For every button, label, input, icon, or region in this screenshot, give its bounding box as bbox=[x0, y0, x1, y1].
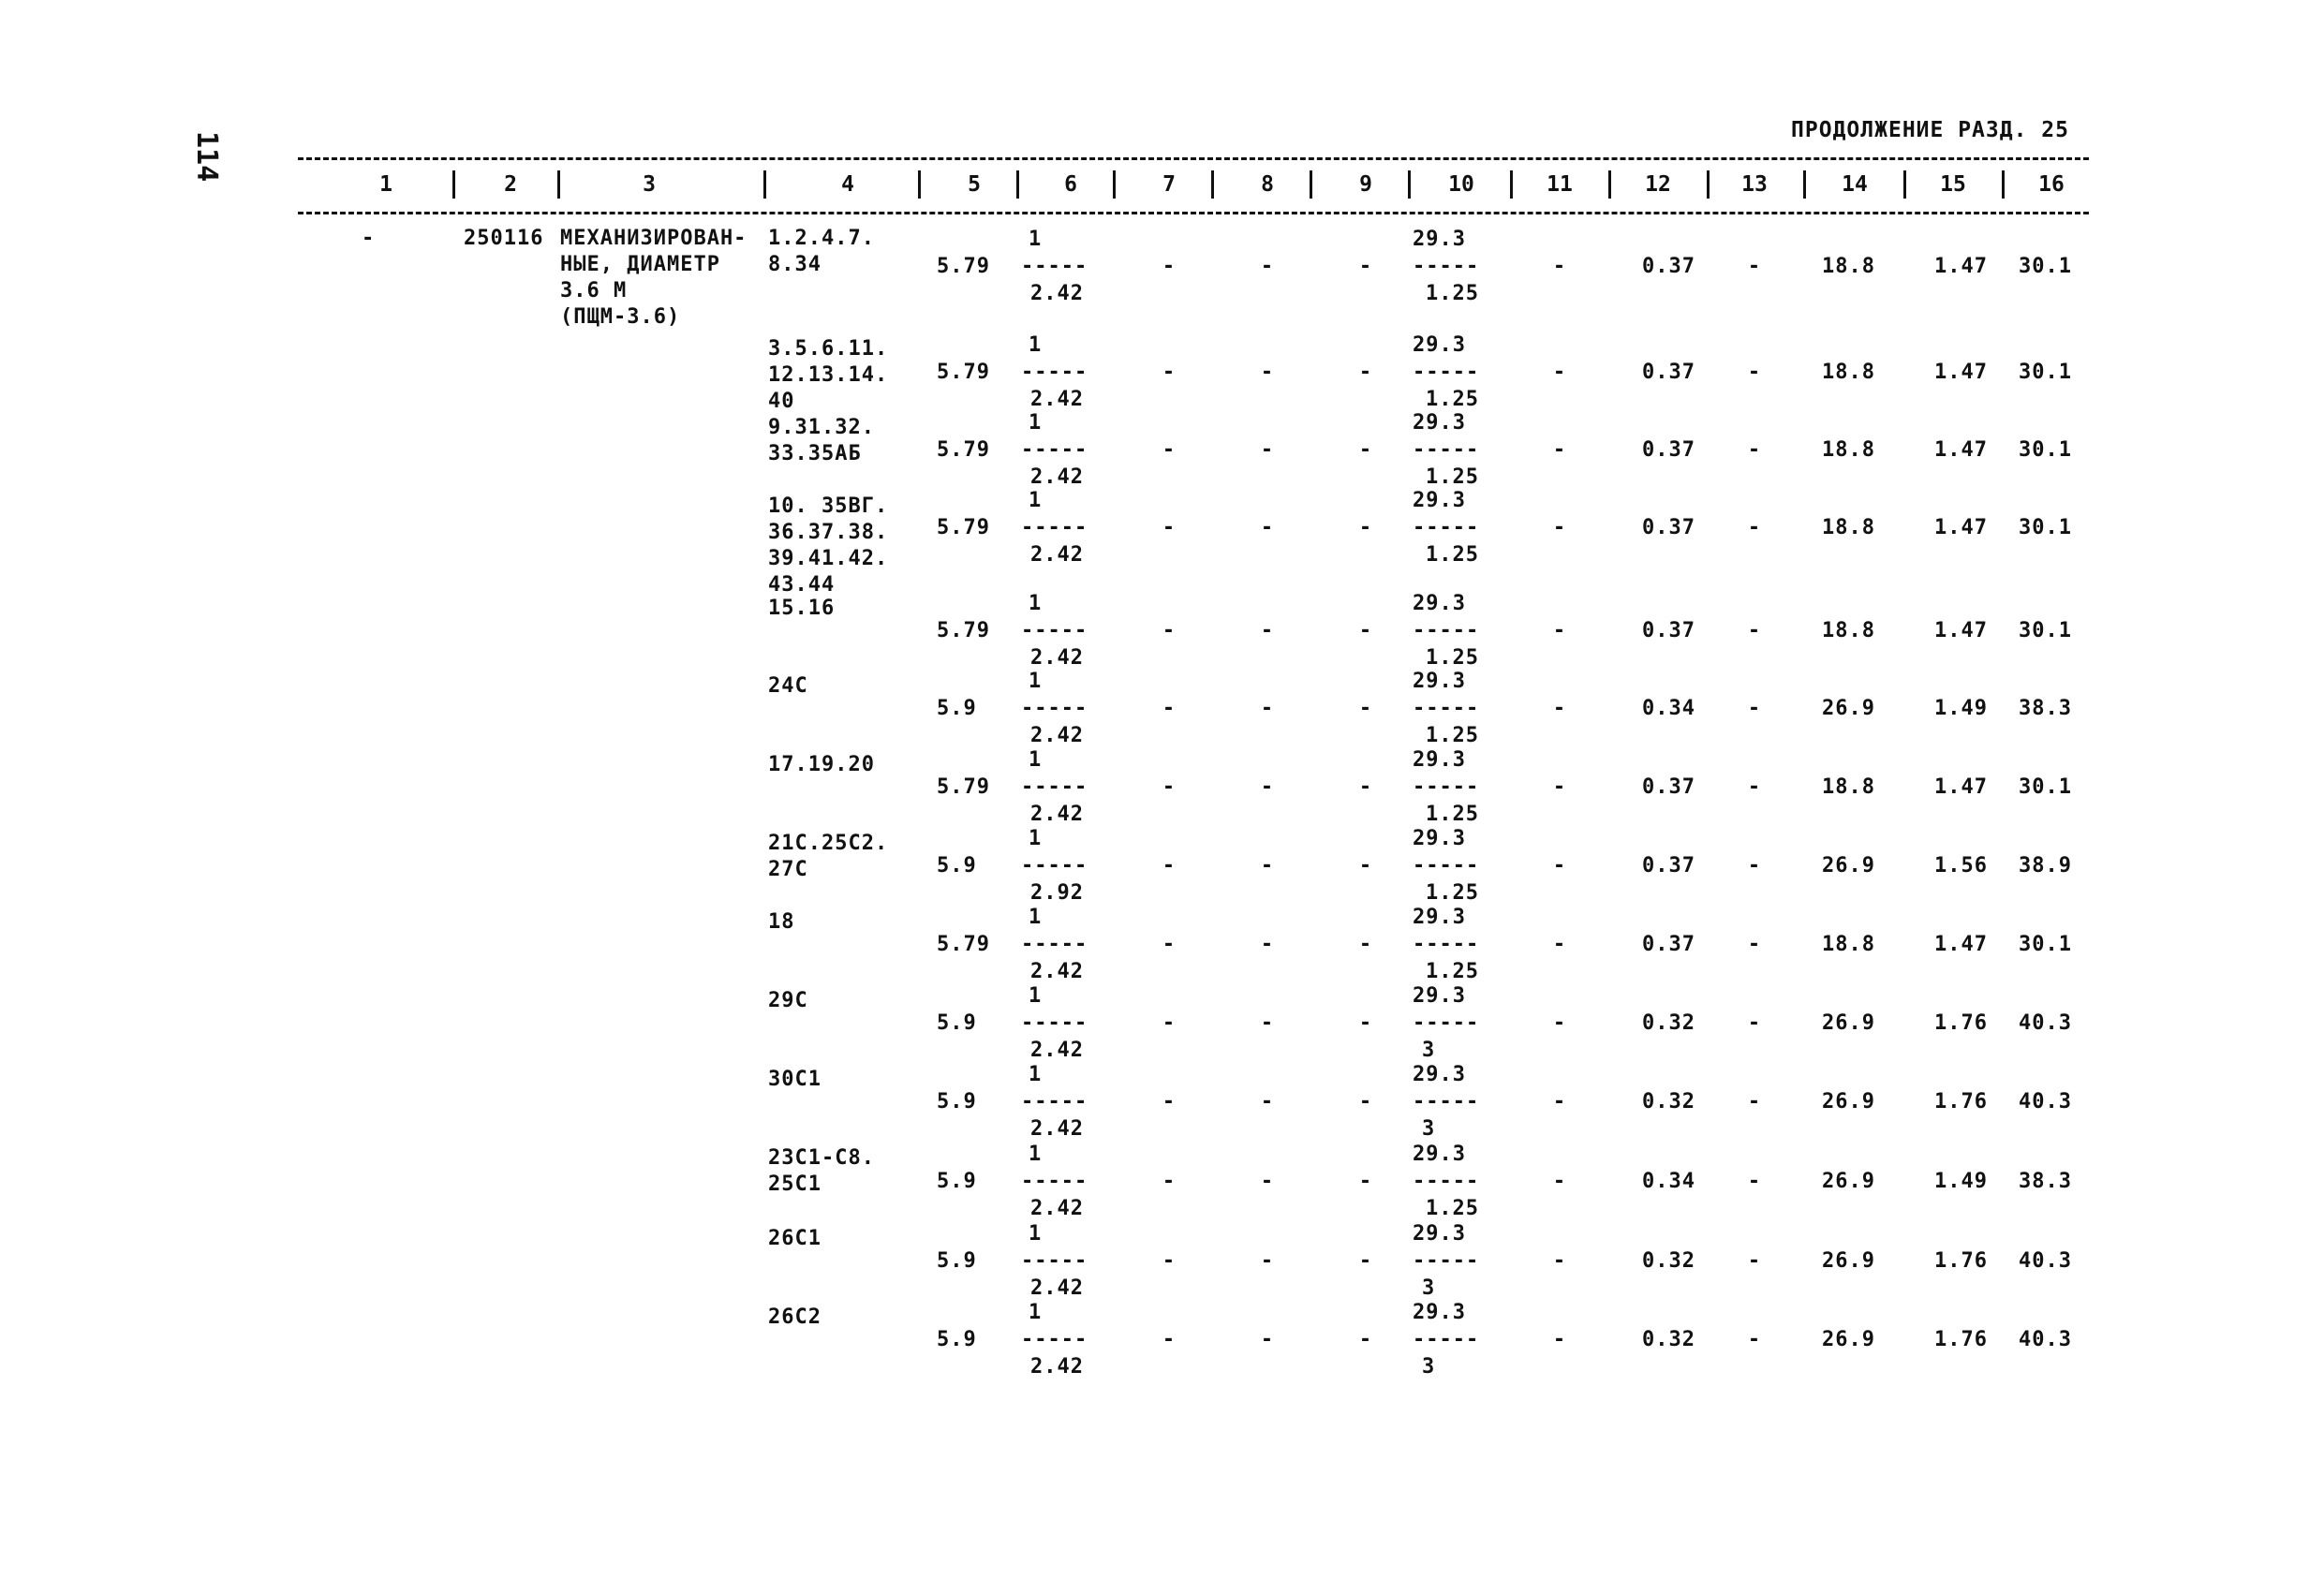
row-11-col9: - bbox=[1358, 1090, 1373, 1114]
header-top-rule bbox=[298, 157, 2089, 160]
column-header-6: 6 bbox=[1064, 172, 1077, 197]
row-10-col7: - bbox=[1162, 1011, 1177, 1035]
row-1-col6-denominator: 2.42 bbox=[1030, 282, 1084, 305]
row-13-col14: 26.9 bbox=[1822, 1249, 1875, 1273]
row-8-col9: - bbox=[1358, 854, 1373, 878]
row-3-col6-fraction-bar: ----- bbox=[1021, 438, 1088, 462]
row-4-col10-fraction-bar: ----- bbox=[1413, 516, 1480, 539]
row-3-col6-numerator: 1 bbox=[1029, 411, 1043, 435]
column-separator bbox=[1016, 170, 1019, 199]
row-8-col7: - bbox=[1162, 854, 1177, 878]
row-12-col6-denominator: 2.42 bbox=[1030, 1197, 1084, 1220]
row-14-col10-fraction-bar: ----- bbox=[1413, 1328, 1480, 1351]
row-11-col15: 1.76 bbox=[1934, 1090, 1988, 1114]
row-7-col10-numerator: 29.3 bbox=[1413, 748, 1466, 772]
row-10-col12: 0.32 bbox=[1642, 1011, 1695, 1035]
row-4-col10-denominator: 1.25 bbox=[1426, 543, 1479, 567]
row-12-col4-line: 25С1 bbox=[768, 1173, 822, 1196]
row-5-col12: 0.37 bbox=[1642, 619, 1695, 642]
row-13-col4-line: 26С1 bbox=[768, 1227, 822, 1250]
row-9-col6-denominator: 2.42 bbox=[1030, 960, 1084, 983]
row-1-col6-numerator: 1 bbox=[1029, 228, 1043, 251]
row-12-col14: 26.9 bbox=[1822, 1170, 1875, 1193]
row-3-col5: 5.79 bbox=[937, 438, 990, 462]
row-12-col16: 38.3 bbox=[2019, 1170, 2072, 1193]
row-9-col13: - bbox=[1747, 933, 1762, 956]
row-3-col11: - bbox=[1552, 438, 1567, 462]
row-1-col9: - bbox=[1358, 255, 1373, 278]
row-10-col6-numerator: 1 bbox=[1029, 984, 1043, 1008]
row-1-col15: 1.47 bbox=[1934, 255, 1988, 278]
row-3-col10-fraction-bar: ----- bbox=[1413, 438, 1480, 462]
row-6-col10-numerator: 29.3 bbox=[1413, 670, 1466, 693]
row-8-col10-fraction-bar: ----- bbox=[1413, 854, 1480, 878]
row-4-col14: 18.8 bbox=[1822, 516, 1875, 539]
row-5-col10-denominator: 1.25 bbox=[1426, 646, 1479, 670]
row-9-col5: 5.79 bbox=[937, 933, 990, 956]
row-14-col5: 5.9 bbox=[937, 1328, 977, 1351]
row-11-col14: 26.9 bbox=[1822, 1090, 1875, 1114]
row-13-col16: 40.3 bbox=[2019, 1249, 2072, 1273]
row-2-col5: 5.79 bbox=[937, 361, 990, 384]
row-10-col13: - bbox=[1747, 1011, 1762, 1035]
row-3-col10-numerator: 29.3 bbox=[1413, 411, 1466, 435]
row-11-col5: 5.9 bbox=[937, 1090, 977, 1114]
row-4-col4-line: 36.37.38. bbox=[768, 521, 889, 544]
column-header-3: 3 bbox=[643, 172, 656, 197]
row-1-col4-line: 1.2.4.7. bbox=[768, 227, 875, 250]
item-description-line: 3.6 М bbox=[560, 279, 628, 302]
row-7-col16: 30.1 bbox=[2019, 775, 2072, 799]
row-11-col10-numerator: 29.3 bbox=[1413, 1063, 1466, 1086]
row-6-col9: - bbox=[1358, 697, 1373, 720]
row-4-col6-denominator: 2.42 bbox=[1030, 543, 1084, 567]
row-5-col10-fraction-bar: ----- bbox=[1413, 619, 1480, 642]
row-5-col14: 18.8 bbox=[1822, 619, 1875, 642]
row-12-col10-denominator: 1.25 bbox=[1426, 1197, 1479, 1220]
row-7-col14: 18.8 bbox=[1822, 775, 1875, 799]
row-14-col6-numerator: 1 bbox=[1029, 1301, 1043, 1324]
row-7-col5: 5.79 bbox=[937, 775, 990, 799]
row-10-col14: 26.9 bbox=[1822, 1011, 1875, 1035]
row-13-col10-denominator: 3 bbox=[1422, 1276, 1436, 1300]
row-9-col12: 0.37 bbox=[1642, 933, 1695, 956]
row-4-col11: - bbox=[1552, 516, 1567, 539]
row-9-col14: 18.8 bbox=[1822, 933, 1875, 956]
row-13-col8: - bbox=[1260, 1249, 1275, 1273]
row-3-col4-line: 33.35АБ bbox=[768, 442, 862, 465]
row-11-col6-denominator: 2.42 bbox=[1030, 1117, 1084, 1141]
row-7-col6-numerator: 1 bbox=[1029, 748, 1043, 772]
row-4-col9: - bbox=[1358, 516, 1373, 539]
continuation-heading: ПРОДОЛЖЕНИЕ РАЗД. 25 bbox=[1791, 118, 2069, 142]
row-4-col6-numerator: 1 bbox=[1029, 489, 1043, 512]
row-14-col11: - bbox=[1552, 1328, 1567, 1351]
row-2-col8: - bbox=[1260, 361, 1275, 384]
row-11-col7: - bbox=[1162, 1090, 1177, 1114]
column-header-10: 10 bbox=[1448, 172, 1474, 197]
row-4-col16: 30.1 bbox=[2019, 516, 2072, 539]
row-2-col13: - bbox=[1747, 361, 1762, 384]
row-2-col10-denominator: 1.25 bbox=[1426, 388, 1479, 411]
row-6-col13: - bbox=[1747, 697, 1762, 720]
column-separator bbox=[1211, 170, 1214, 199]
row-11-col8: - bbox=[1260, 1090, 1275, 1114]
row-11-col16: 40.3 bbox=[2019, 1090, 2072, 1114]
column-header-9: 9 bbox=[1359, 172, 1372, 197]
row-3-col9: - bbox=[1358, 438, 1373, 462]
row-9-col10-numerator: 29.3 bbox=[1413, 906, 1466, 929]
row-9-col8: - bbox=[1260, 933, 1275, 956]
row-7-col6-fraction-bar: ----- bbox=[1021, 775, 1088, 799]
row-13-col6-fraction-bar: ----- bbox=[1021, 1249, 1088, 1273]
row-4-col4-line: 39.41.42. bbox=[768, 547, 889, 570]
row-10-col8: - bbox=[1260, 1011, 1275, 1035]
row-13-col13: - bbox=[1747, 1249, 1762, 1273]
row-5-col5: 5.79 bbox=[937, 619, 990, 642]
row-10-col9: - bbox=[1358, 1011, 1373, 1035]
row-2-col4-line: 40 bbox=[768, 390, 795, 413]
row-4-col7: - bbox=[1162, 516, 1177, 539]
row-12-col10-fraction-bar: ----- bbox=[1413, 1170, 1480, 1193]
row-6-col16: 38.3 bbox=[2019, 697, 2072, 720]
row-1-col10-denominator: 1.25 bbox=[1426, 282, 1479, 305]
row-12-col10-numerator: 29.3 bbox=[1413, 1143, 1466, 1166]
row-7-col6-denominator: 2.42 bbox=[1030, 803, 1084, 826]
column-header-15: 15 bbox=[1940, 172, 1966, 197]
row-8-col10-numerator: 29.3 bbox=[1413, 827, 1466, 850]
row-1-col14: 18.8 bbox=[1822, 255, 1875, 278]
row-10-col10-numerator: 29.3 bbox=[1413, 984, 1466, 1008]
column-separator bbox=[1408, 170, 1411, 199]
row-5-col6-numerator: 1 bbox=[1029, 592, 1043, 615]
row-1-col10-fraction-bar: ----- bbox=[1413, 255, 1480, 278]
row-7-col15: 1.47 bbox=[1934, 775, 1988, 799]
row-14-col8: - bbox=[1260, 1328, 1275, 1351]
row-13-col12: 0.32 bbox=[1642, 1249, 1695, 1273]
row-8-col8: - bbox=[1260, 854, 1275, 878]
row-14-col15: 1.76 bbox=[1934, 1328, 1988, 1351]
row-9-col6-fraction-bar: ----- bbox=[1021, 933, 1088, 956]
column-separator bbox=[452, 170, 455, 199]
row-11-col10-denominator: 3 bbox=[1422, 1117, 1436, 1141]
row-8-col16: 38.9 bbox=[2019, 854, 2072, 878]
row-12-col7: - bbox=[1162, 1170, 1177, 1193]
row-3-col10-denominator: 1.25 bbox=[1426, 465, 1479, 489]
page-number: 114 bbox=[190, 131, 223, 183]
column-header-11: 11 bbox=[1547, 172, 1573, 197]
row-7-col11: - bbox=[1552, 775, 1567, 799]
row-7-col10-fraction-bar: ----- bbox=[1413, 775, 1480, 799]
row-4-col4-line: 10. 35ВГ. bbox=[768, 494, 889, 518]
column-separator bbox=[2002, 170, 2005, 199]
row-5-col9: - bbox=[1358, 619, 1373, 642]
row-9-col4-line: 18 bbox=[768, 910, 795, 934]
column-separator bbox=[557, 170, 560, 199]
row-9-col15: 1.47 bbox=[1934, 933, 1988, 956]
column-separator bbox=[1510, 170, 1513, 199]
row-9-col10-fraction-bar: ----- bbox=[1413, 933, 1480, 956]
row-6-col4-line: 24С bbox=[768, 674, 808, 698]
row-2-col14: 18.8 bbox=[1822, 361, 1875, 384]
row-5-col11: - bbox=[1552, 619, 1567, 642]
row-6-col5: 5.9 bbox=[937, 697, 977, 720]
row-8-col11: - bbox=[1552, 854, 1567, 878]
row-4-col5: 5.79 bbox=[937, 516, 990, 539]
row-14-col7: - bbox=[1162, 1328, 1177, 1351]
column-header-13: 13 bbox=[1741, 172, 1768, 197]
row-12-col13: - bbox=[1747, 1170, 1762, 1193]
row-11-col6-numerator: 1 bbox=[1029, 1063, 1043, 1086]
row-13-col15: 1.76 bbox=[1934, 1249, 1988, 1273]
row-10-col6-fraction-bar: ----- bbox=[1021, 1011, 1088, 1035]
row-8-col4-line: 27С bbox=[768, 858, 808, 881]
row-14-col6-denominator: 2.42 bbox=[1030, 1355, 1084, 1379]
row-7-col7: - bbox=[1162, 775, 1177, 799]
row-12-col6-numerator: 1 bbox=[1029, 1143, 1043, 1166]
row-3-col8: - bbox=[1260, 438, 1275, 462]
row-6-col6-denominator: 2.42 bbox=[1030, 724, 1084, 747]
row-1-col6-fraction-bar: ----- bbox=[1021, 255, 1088, 278]
row-1-col5: 5.79 bbox=[937, 255, 990, 278]
row-2-col10-numerator: 29.3 bbox=[1413, 333, 1466, 357]
row-8-col14: 26.9 bbox=[1822, 854, 1875, 878]
row-13-col5: 5.9 bbox=[937, 1249, 977, 1273]
row-11-col12: 0.32 bbox=[1642, 1090, 1695, 1114]
row-1-col13: - bbox=[1747, 255, 1762, 278]
row-14-col4-line: 26С2 bbox=[768, 1305, 822, 1329]
row-3-col12: 0.37 bbox=[1642, 438, 1695, 462]
column-separator bbox=[763, 170, 766, 199]
row-14-col10-denominator: 3 bbox=[1422, 1355, 1436, 1379]
row-2-col4-line: 12.13.14. bbox=[768, 363, 889, 387]
row-6-col15: 1.49 bbox=[1934, 697, 1988, 720]
row-1-col16: 30.1 bbox=[2019, 255, 2072, 278]
row-14-col16: 40.3 bbox=[2019, 1328, 2072, 1351]
row-7-col10-denominator: 1.25 bbox=[1426, 803, 1479, 826]
row-8-col6-numerator: 1 bbox=[1029, 827, 1043, 850]
row-1-col7: - bbox=[1162, 255, 1177, 278]
row-2-col6-numerator: 1 bbox=[1029, 333, 1043, 357]
row-3-col4-line: 9.31.32. bbox=[768, 416, 875, 439]
column-header-16: 16 bbox=[2038, 172, 2065, 197]
row-3-col14: 18.8 bbox=[1822, 438, 1875, 462]
row-9-col6-numerator: 1 bbox=[1029, 906, 1043, 929]
column-header-4: 4 bbox=[841, 172, 854, 197]
row-13-col6-denominator: 2.42 bbox=[1030, 1276, 1084, 1300]
row-2-col11: - bbox=[1552, 361, 1567, 384]
row-9-col11: - bbox=[1552, 933, 1567, 956]
row-13-col11: - bbox=[1552, 1249, 1567, 1273]
row-10-col10-fraction-bar: ----- bbox=[1413, 1011, 1480, 1035]
row-9-col7: - bbox=[1162, 933, 1177, 956]
row-5-col15: 1.47 bbox=[1934, 619, 1988, 642]
column-header-1: 1 bbox=[379, 172, 392, 197]
row-5-col6-fraction-bar: ----- bbox=[1021, 619, 1088, 642]
row-7-col13: - bbox=[1747, 775, 1762, 799]
row-13-col6-numerator: 1 bbox=[1029, 1222, 1043, 1246]
row-13-col10-fraction-bar: ----- bbox=[1413, 1249, 1480, 1273]
column-separator bbox=[1803, 170, 1806, 199]
row-5-col16: 30.1 bbox=[2019, 619, 2072, 642]
row-2-col6-denominator: 2.42 bbox=[1030, 388, 1084, 411]
column-header-12: 12 bbox=[1645, 172, 1671, 197]
row-2-col4-line: 3.5.6.11. bbox=[768, 337, 889, 361]
row-1-col10-numerator: 29.3 bbox=[1413, 228, 1466, 251]
row-8-col5: 5.9 bbox=[937, 854, 977, 878]
row-1-col4-line: 8.34 bbox=[768, 253, 822, 276]
column-header-8: 8 bbox=[1261, 172, 1274, 197]
row-12-col6-fraction-bar: ----- bbox=[1021, 1170, 1088, 1193]
row-7-col8: - bbox=[1260, 775, 1275, 799]
row-8-col10-denominator: 1.25 bbox=[1426, 881, 1479, 905]
row-3-col13: - bbox=[1747, 438, 1762, 462]
row-6-col10-denominator: 1.25 bbox=[1426, 724, 1479, 747]
row-2-col10-fraction-bar: ----- bbox=[1413, 361, 1480, 384]
row-6-col14: 26.9 bbox=[1822, 697, 1875, 720]
row-14-col12: 0.32 bbox=[1642, 1328, 1695, 1351]
row-2-col12: 0.37 bbox=[1642, 361, 1695, 384]
row-14-col14: 26.9 bbox=[1822, 1328, 1875, 1351]
row-11-col11: - bbox=[1552, 1090, 1567, 1114]
row-5-col4-line: 15.16 bbox=[768, 597, 836, 620]
row-10-col4-line: 29С bbox=[768, 989, 808, 1012]
row-13-col9: - bbox=[1358, 1249, 1373, 1273]
row-3-col16: 30.1 bbox=[2019, 438, 2072, 462]
row-8-col4-line: 21С.25С2. bbox=[768, 832, 889, 855]
row-14-col13: - bbox=[1747, 1328, 1762, 1351]
row-dash-col1: - bbox=[362, 227, 376, 250]
row-14-col10-numerator: 29.3 bbox=[1413, 1301, 1466, 1324]
catalog-code: 250116 bbox=[464, 227, 544, 250]
column-separator bbox=[1707, 170, 1710, 199]
row-4-col8: - bbox=[1260, 516, 1275, 539]
row-3-col6-denominator: 2.42 bbox=[1030, 465, 1084, 489]
row-11-col10-fraction-bar: ----- bbox=[1413, 1090, 1480, 1114]
row-4-col6-fraction-bar: ----- bbox=[1021, 516, 1088, 539]
row-3-col15: 1.47 bbox=[1934, 438, 1988, 462]
row-12-col11: - bbox=[1552, 1170, 1567, 1193]
column-header-14: 14 bbox=[1842, 172, 1868, 197]
row-4-col4-line: 43.44 bbox=[768, 573, 836, 597]
row-10-col16: 40.3 bbox=[2019, 1011, 2072, 1035]
row-5-col7: - bbox=[1162, 619, 1177, 642]
row-14-col9: - bbox=[1358, 1328, 1373, 1351]
column-separator bbox=[918, 170, 921, 199]
row-12-col8: - bbox=[1260, 1170, 1275, 1193]
row-6-col6-numerator: 1 bbox=[1029, 670, 1043, 693]
row-10-col15: 1.76 bbox=[1934, 1011, 1988, 1035]
row-4-col15: 1.47 bbox=[1934, 516, 1988, 539]
row-6-col8: - bbox=[1260, 697, 1275, 720]
row-10-col5: 5.9 bbox=[937, 1011, 977, 1035]
row-6-col10-fraction-bar: ----- bbox=[1413, 697, 1480, 720]
column-header-7: 7 bbox=[1162, 172, 1176, 197]
row-12-col12: 0.34 bbox=[1642, 1170, 1695, 1193]
row-6-col12: 0.34 bbox=[1642, 697, 1695, 720]
row-4-col10-numerator: 29.3 bbox=[1413, 489, 1466, 512]
row-2-col6-fraction-bar: ----- bbox=[1021, 361, 1088, 384]
row-1-col8: - bbox=[1260, 255, 1275, 278]
item-description-line: МЕХАНИЗИРОВАН- bbox=[560, 227, 748, 250]
row-1-col11: - bbox=[1552, 255, 1567, 278]
row-12-col5: 5.9 bbox=[937, 1170, 977, 1193]
row-12-col15: 1.49 bbox=[1934, 1170, 1988, 1193]
column-separator bbox=[1608, 170, 1611, 199]
column-separator bbox=[1903, 170, 1906, 199]
column-separator bbox=[1310, 170, 1312, 199]
row-7-col12: 0.37 bbox=[1642, 775, 1695, 799]
row-10-col11: - bbox=[1552, 1011, 1567, 1035]
row-2-col9: - bbox=[1358, 361, 1373, 384]
item-description-line: (ПЩМ-3.6) bbox=[560, 305, 681, 329]
row-8-col15: 1.56 bbox=[1934, 854, 1988, 878]
row-9-col9: - bbox=[1358, 933, 1373, 956]
row-5-col6-denominator: 2.42 bbox=[1030, 646, 1084, 670]
row-1-col12: 0.37 bbox=[1642, 255, 1695, 278]
row-13-col10-numerator: 29.3 bbox=[1413, 1222, 1466, 1246]
row-13-col7: - bbox=[1162, 1249, 1177, 1273]
row-3-col7: - bbox=[1162, 438, 1177, 462]
row-11-col4-line: 30С1 bbox=[768, 1068, 822, 1091]
column-separator bbox=[1113, 170, 1116, 199]
row-11-col6-fraction-bar: ----- bbox=[1021, 1090, 1088, 1114]
header-bottom-rule bbox=[298, 212, 2089, 214]
row-6-col6-fraction-bar: ----- bbox=[1021, 697, 1088, 720]
row-8-col12: 0.37 bbox=[1642, 854, 1695, 878]
row-6-col7: - bbox=[1162, 697, 1177, 720]
row-10-col10-denominator: 3 bbox=[1422, 1039, 1436, 1062]
column-header-2: 2 bbox=[504, 172, 517, 197]
row-2-col7: - bbox=[1162, 361, 1177, 384]
row-9-col10-denominator: 1.25 bbox=[1426, 960, 1479, 983]
row-8-col6-denominator: 2.92 bbox=[1030, 881, 1084, 905]
row-11-col13: - bbox=[1747, 1090, 1762, 1114]
row-12-col9: - bbox=[1358, 1170, 1373, 1193]
row-7-col4-line: 17.19.20 bbox=[768, 753, 875, 776]
row-4-col12: 0.37 bbox=[1642, 516, 1695, 539]
row-5-col8: - bbox=[1260, 619, 1275, 642]
row-8-col6-fraction-bar: ----- bbox=[1021, 854, 1088, 878]
row-7-col9: - bbox=[1358, 775, 1373, 799]
column-header-5: 5 bbox=[968, 172, 981, 197]
row-12-col4-line: 23С1-С8. bbox=[768, 1146, 875, 1170]
row-10-col6-denominator: 2.42 bbox=[1030, 1039, 1084, 1062]
row-2-col15: 1.47 bbox=[1934, 361, 1988, 384]
row-8-col13: - bbox=[1747, 854, 1762, 878]
row-5-col10-numerator: 29.3 bbox=[1413, 592, 1466, 615]
row-5-col13: - bbox=[1747, 619, 1762, 642]
item-description-line: НЫЕ, ДИАМЕТР bbox=[560, 253, 720, 276]
row-6-col11: - bbox=[1552, 697, 1567, 720]
row-2-col16: 30.1 bbox=[2019, 361, 2072, 384]
row-9-col16: 30.1 bbox=[2019, 933, 2072, 956]
row-4-col13: - bbox=[1747, 516, 1762, 539]
row-14-col6-fraction-bar: ----- bbox=[1021, 1328, 1088, 1351]
